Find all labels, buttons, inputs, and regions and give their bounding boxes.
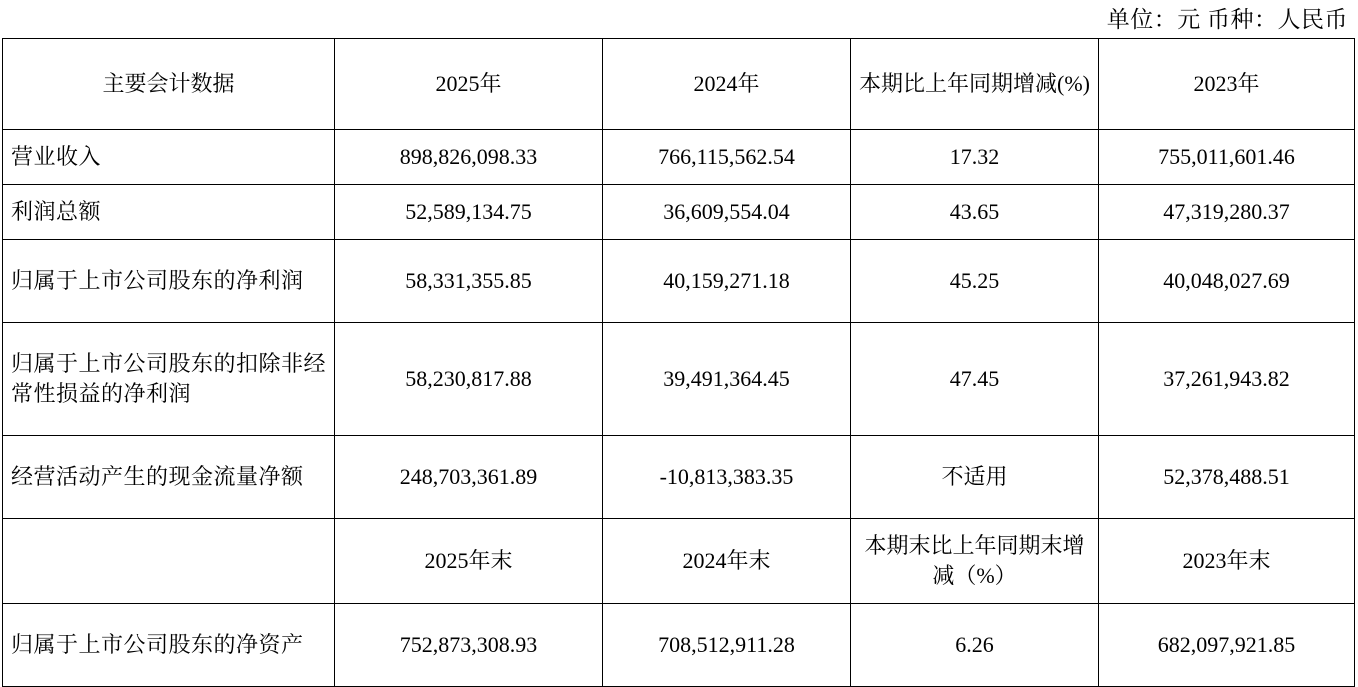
row-value-2023: 682,097,921.85 bbox=[1099, 604, 1355, 687]
row-value-2023: 52,378,488.51 bbox=[1099, 436, 1355, 519]
header-cell-2025: 2025年 bbox=[335, 39, 603, 130]
unit-note: 单位：元 币种：人民币 bbox=[1106, 7, 1348, 32]
table-header-row bbox=[3, 39, 1355, 130]
row-value-2024: 766,115,562.54 bbox=[603, 130, 851, 185]
subheader-cell-change: 本期末比上年同期末增减（%） bbox=[851, 519, 1099, 604]
row-value-2023: 37,261,943.82 bbox=[1099, 323, 1355, 436]
table-subheader-row bbox=[3, 519, 1355, 604]
row-value-change: 45.25 bbox=[851, 240, 1099, 323]
row-value-2024: 36,609,554.04 bbox=[603, 185, 851, 240]
row-label: 归属于上市公司股东的净利润 bbox=[3, 240, 335, 323]
row-value-2024: 40,159,271.18 bbox=[603, 240, 851, 323]
row-value-2025: 58,230,817.88 bbox=[335, 323, 603, 436]
row-value-change: 不适用 bbox=[851, 436, 1099, 519]
row-value-2023: 40,048,027.69 bbox=[1099, 240, 1355, 323]
row-label: 利润总额 bbox=[3, 185, 335, 240]
row-label: 归属于上市公司股东的扣除非经常性损益的净利润 bbox=[3, 323, 335, 436]
subheader-cell-empty bbox=[3, 519, 335, 604]
row-value-2024: 708,512,911.28 bbox=[603, 604, 851, 687]
table-row bbox=[3, 130, 1355, 185]
header-cell-2023: 2023年 bbox=[1099, 39, 1355, 130]
row-label: 经营活动产生的现金流量净额 bbox=[3, 436, 335, 519]
table-row bbox=[3, 436, 1355, 519]
row-value-2023: 47,319,280.37 bbox=[1099, 185, 1355, 240]
row-value-2024: 39,491,364.45 bbox=[603, 323, 851, 436]
table-row bbox=[3, 185, 1355, 240]
header-cell-change: 本期比上年同期增减(%) bbox=[851, 39, 1099, 130]
row-value-2025: 752,873,308.93 bbox=[335, 604, 603, 687]
row-value-change: 17.32 bbox=[851, 130, 1099, 185]
table-row bbox=[3, 240, 1355, 323]
row-label: 归属于上市公司股东的净资产 bbox=[3, 604, 335, 687]
row-value-2025: 58,331,355.85 bbox=[335, 240, 603, 323]
subheader-cell-2024-end: 2024年末 bbox=[603, 519, 851, 604]
row-value-change: 6.26 bbox=[851, 604, 1099, 687]
row-value-2025: 52,589,134.75 bbox=[335, 185, 603, 240]
table-row bbox=[3, 604, 1355, 687]
row-value-2025: 248,703,361.89 bbox=[335, 436, 603, 519]
row-value-2025: 898,826,098.33 bbox=[335, 130, 603, 185]
subheader-cell-2023-end: 2023年末 bbox=[1099, 519, 1355, 604]
row-value-2024: -10,813,383.35 bbox=[603, 436, 851, 519]
row-value-change: 43.65 bbox=[851, 185, 1099, 240]
header-cell-metric: 主要会计数据 bbox=[3, 39, 335, 130]
row-value-2023: 755,011,601.46 bbox=[1099, 130, 1355, 185]
row-label: 营业收入 bbox=[3, 130, 335, 185]
subheader-cell-2025-end: 2025年末 bbox=[335, 519, 603, 604]
row-value-change: 47.45 bbox=[851, 323, 1099, 436]
financial-summary-table bbox=[2, 38, 1355, 687]
table-row bbox=[3, 323, 1355, 436]
header-cell-2024: 2024年 bbox=[603, 39, 851, 130]
